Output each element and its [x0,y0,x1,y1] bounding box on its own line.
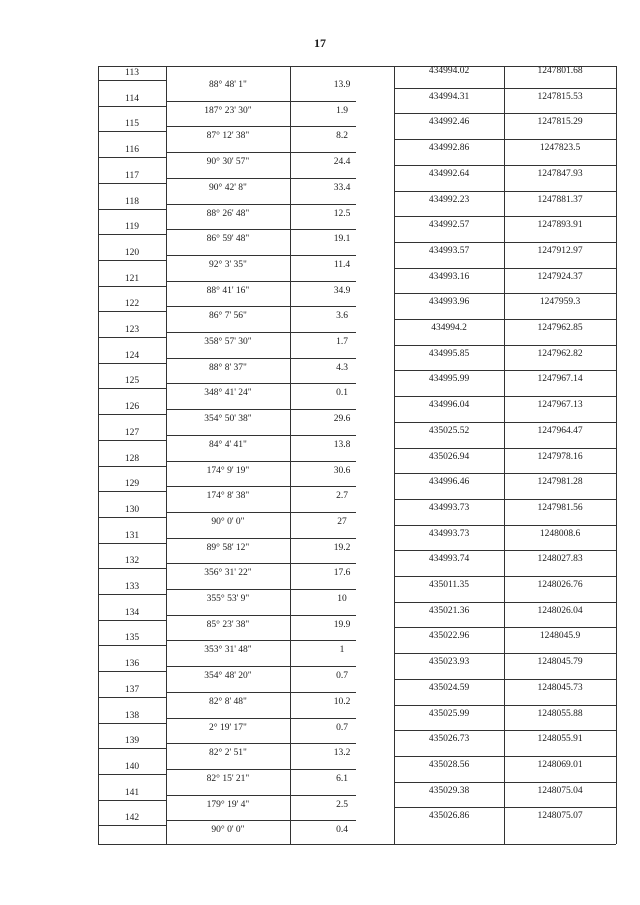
direction-angle: 358° 57' 30" [204,337,252,347]
point-number: 122 [124,299,140,310]
coordinates-table [98,66,616,844]
row-divider [394,113,616,114]
segment-length: 34.9 [333,285,351,296]
row-divider [98,748,166,749]
x-coordinate: 435026.86 [428,811,470,822]
y-coordinate: 1248026.04 [537,605,583,616]
row-divider [98,491,166,492]
row-divider [166,358,356,359]
row-divider [394,448,616,449]
segment-length: 10 [337,594,347,604]
row-divider [166,589,356,590]
x-coordinate: 434994.2 [431,323,467,333]
point-number: 118 [125,196,139,207]
point-number: 127 [124,427,140,438]
row-divider [394,88,616,89]
x-coordinate: 434993.96 [428,297,470,308]
row-divider [166,152,356,153]
row-divider [98,157,166,158]
x-coordinate: 435026.73 [428,734,470,745]
row-divider [98,800,166,801]
y-coordinate: 1247815.53 [537,91,583,102]
y-coordinate: 1247959.3 [539,297,581,308]
point-number: 125 [124,376,140,387]
row-divider [394,653,616,654]
segment-length: 1.7 [336,337,348,347]
direction-angle: 348° 41' 24" [204,388,252,399]
row-divider [98,466,166,467]
point-number: 140 [124,761,140,772]
row-divider [166,281,356,282]
row-divider [98,645,166,646]
segment-length: 0.7 [336,722,348,733]
y-coordinate: 1248055.91 [537,734,583,745]
point-number: 139 [124,736,140,747]
row-divider [98,517,166,518]
x-coordinate: 434993.73 [428,528,470,539]
direction-angle: 84° 4' 41" [209,439,247,450]
segment-length: 11.4 [333,259,351,270]
y-coordinate: 1248075.04 [537,785,583,796]
y-coordinate: 1248045.73 [537,682,583,693]
point-number: 129 [124,479,140,490]
row-divider [166,461,356,462]
point-number: 137 [124,684,140,695]
segment-length: 27 [337,516,347,527]
direction-angle: 88° 8' 37" [209,362,247,373]
point-number: 121 [124,273,140,284]
row-divider [394,550,616,551]
row-divider [166,486,356,487]
row-divider [394,807,616,808]
x-coordinate: 435025.52 [428,425,470,436]
y-coordinate: 1247981.56 [537,502,583,513]
row-divider [166,332,356,333]
row-divider [98,697,166,698]
segment-length: 19.1 [333,234,351,245]
direction-angle: 82° 15' 21" [206,773,250,784]
segment-length: 33.4 [333,182,351,193]
row-divider [98,671,166,672]
row-divider [166,409,356,410]
row-divider [394,602,616,603]
row-divider [98,414,166,415]
row-divider [166,640,356,641]
row-divider [98,131,166,132]
direction-angle: 354° 50' 38" [204,414,252,425]
x-coordinate: 434992.23 [428,194,470,205]
page-number: 17 [314,36,326,50]
row-divider [394,268,616,269]
row-divider [166,692,356,693]
point-number: 116 [125,145,139,156]
segment-length: 13.9 [333,80,351,90]
x-coordinate: 434993.57 [428,245,470,256]
row-divider [394,370,616,371]
row-divider [98,260,166,261]
segment-length: 17.6 [333,568,351,579]
row-divider [98,543,166,544]
row-divider [98,620,166,621]
point-number: 134 [124,607,140,618]
row-divider [394,422,616,423]
row-divider [394,782,616,783]
row-divider [394,499,616,500]
y-coordinate: 1247967.13 [537,400,583,411]
row-divider [394,705,616,706]
row-divider [394,345,616,346]
point-number: 120 [124,247,140,258]
y-coordinate: 1248045.79 [537,657,583,668]
row-divider [166,101,356,102]
x-coordinate: 434993.73 [428,502,470,513]
y-coordinate: 1248027.83 [537,554,583,565]
segment-length: 8.2 [336,131,348,142]
point-number: 138 [124,710,140,721]
y-coordinate: 1247964.47 [537,425,583,436]
segment-length: 6.1 [336,773,348,784]
direction-angle: 86° 7' 56" [209,311,247,322]
direction-angle: 174° 8' 38" [206,491,250,502]
row-divider [394,756,616,757]
direction-angle: 174° 9' 19" [206,465,250,476]
direction-angle: 85° 23' 38" [206,619,250,630]
row-divider [98,388,166,389]
direction-angle: 355° 53' 9" [206,594,250,604]
x-coordinate: 435029.38 [428,785,470,796]
point-number: 141 [124,787,140,798]
x-coordinate: 434994.02 [428,66,470,76]
row-divider [394,242,616,243]
point-number: 117 [125,170,139,181]
x-coordinate: 434993.16 [428,271,470,282]
direction-angle: 90° 0' 0" [211,516,245,527]
row-divider [394,730,616,731]
y-coordinate: 1248055.88 [537,708,583,719]
x-coordinate: 434994.31 [428,91,470,102]
row-divider [98,337,166,338]
row-divider [98,311,166,312]
point-number: 123 [124,325,140,335]
row-divider [394,396,616,397]
row-divider [98,183,166,184]
direction-angle: 88° 41' 16" [206,285,250,296]
row-divider [166,512,356,513]
row-divider [98,286,166,287]
direction-angle: 87° 12' 38" [206,131,250,142]
segment-length: 29.6 [333,414,351,425]
segment-length: 2.5 [336,799,348,810]
row-divider [166,718,356,719]
x-coordinate: 434992.57 [428,220,470,231]
x-coordinate: 435026.94 [428,451,470,462]
point-number: 131 [124,530,140,541]
x-coordinate: 434995.99 [428,374,470,385]
row-divider [166,666,356,667]
row-divider [98,723,166,724]
row-divider [166,383,356,384]
direction-angle: 2° 19' 17" [209,722,247,733]
x-coordinate: 434992.86 [428,143,470,154]
point-number: 136 [124,659,140,670]
segment-length: 0.4 [336,825,348,836]
segment-length: 0.1 [336,388,348,399]
y-coordinate: 1247978.16 [537,451,583,462]
segment-length: 0.7 [336,671,348,682]
y-coordinate: 1247815.29 [537,117,583,128]
row-divider [166,820,356,821]
direction-angle: 86° 59' 48" [206,234,250,245]
row-divider [98,568,166,569]
row-divider [166,563,356,564]
row-divider [166,126,356,127]
row-divider [166,178,356,179]
row-divider [166,769,356,770]
row-divider [166,743,356,744]
row-divider [394,319,616,320]
point-number: 130 [124,504,140,515]
x-coordinate: 435023.93 [428,657,470,668]
direction-angle: 90° 30' 57" [206,157,250,168]
row-divider [166,538,356,539]
row-divider [98,234,166,235]
y-coordinate: 1247967.14 [537,374,583,385]
segment-length: 13.8 [333,439,351,450]
segment-length: 19.2 [333,542,351,553]
direction-angle: 88° 26' 48" [206,208,250,219]
row-divider [166,306,356,307]
direction-angle: 82° 2' 51" [209,748,247,759]
y-coordinate: 1247881.37 [537,194,583,205]
x-coordinate: 435011.35 [428,580,470,590]
y-coordinate: 1247962.85 [537,323,583,333]
point-number: 113 [125,68,139,78]
y-coordinate: 1247893.91 [537,220,583,231]
table-border-bottom [98,844,616,845]
direction-angle: 90° 0' 0" [211,825,245,836]
y-coordinate: 1247823.5 [539,143,581,154]
row-divider [98,209,166,210]
y-coordinate: 1248069.01 [537,759,583,770]
row-divider [166,255,356,256]
row-divider [166,615,356,616]
point-number: 114 [125,93,139,104]
segment-length: 24.4 [333,157,351,168]
row-divider [98,594,166,595]
row-divider [98,825,166,826]
direction-angle: 89° 58' 12" [206,542,250,553]
point-number: 115 [125,119,139,130]
segment-length: 1 [339,645,345,656]
row-divider [394,576,616,577]
point-number: 135 [124,633,140,644]
y-coordinate: 1248008.6 [539,528,581,539]
x-coordinate: 434996.46 [428,477,470,488]
y-coordinate: 1247962.82 [537,348,583,359]
row-divider [394,293,616,294]
y-coordinate: 1247912.97 [537,245,583,256]
point-number: 119 [125,222,139,233]
row-divider [394,191,616,192]
x-coordinate: 435028.56 [428,759,470,770]
segment-length: 19.9 [333,619,351,630]
direction-angle: 356° 31' 22" [204,568,252,579]
row-divider [394,679,616,680]
y-coordinate: 1248075.07 [537,811,583,822]
y-coordinate: 1248045.9 [539,631,581,642]
row-divider [98,80,166,81]
x-coordinate: 435024.59 [428,682,470,693]
row-divider [98,774,166,775]
row-divider [394,473,616,474]
point-number: 128 [124,453,140,464]
direction-angle: 187° 23' 30" [204,105,252,116]
row-divider [394,165,616,166]
segment-length: 3.6 [336,311,348,322]
segment-length: 4.3 [336,362,348,373]
segment-length: 1.9 [336,105,348,116]
row-divider [166,204,356,205]
segment-length: 10.2 [333,696,351,707]
x-coordinate: 435021.36 [428,605,470,616]
y-coordinate: 1247847.93 [537,168,583,179]
direction-angle: 90° 42' 8" [209,182,247,193]
segment-length: 2.7 [336,491,348,502]
row-divider [394,139,616,140]
point-number: 142 [124,813,140,824]
y-coordinate: 1248026.76 [537,580,583,590]
direction-angle: 88° 48' 1" [209,80,247,90]
row-divider [98,440,166,441]
x-coordinate: 434992.64 [428,168,470,179]
x-coordinate: 435022.96 [428,631,470,642]
table-border-right [616,66,617,844]
row-divider [394,525,616,526]
point-number: 126 [124,402,140,413]
row-divider [166,229,356,230]
point-number: 132 [124,556,140,567]
y-coordinate: 1247924.37 [537,271,583,282]
row-divider [98,106,166,107]
segment-length: 30.6 [333,465,351,476]
x-coordinate: 434993.74 [428,554,470,565]
row-divider [166,795,356,796]
point-number: 124 [124,350,140,361]
y-coordinate: 1247981.28 [537,477,583,488]
direction-angle: 92° 3' 35" [209,259,247,270]
segment-length: 13.2 [333,748,351,759]
x-coordinate: 434992.46 [428,117,470,128]
row-divider [98,363,166,364]
direction-angle: 82° 8' 48" [209,696,247,707]
x-coordinate: 435025.99 [428,708,470,719]
row-divider [394,627,616,628]
segment-length: 12.5 [333,208,351,219]
row-divider [166,435,356,436]
direction-angle: 179° 19' 4" [206,799,250,810]
row-divider [394,216,616,217]
y-coordinate: 1247801.68 [537,66,583,76]
x-coordinate: 434996.04 [428,400,470,411]
point-number: 133 [124,582,140,592]
direction-angle: 354° 48' 20" [204,671,252,682]
x-coordinate: 434995.85 [428,348,470,359]
direction-angle: 353° 31' 48" [204,645,252,656]
